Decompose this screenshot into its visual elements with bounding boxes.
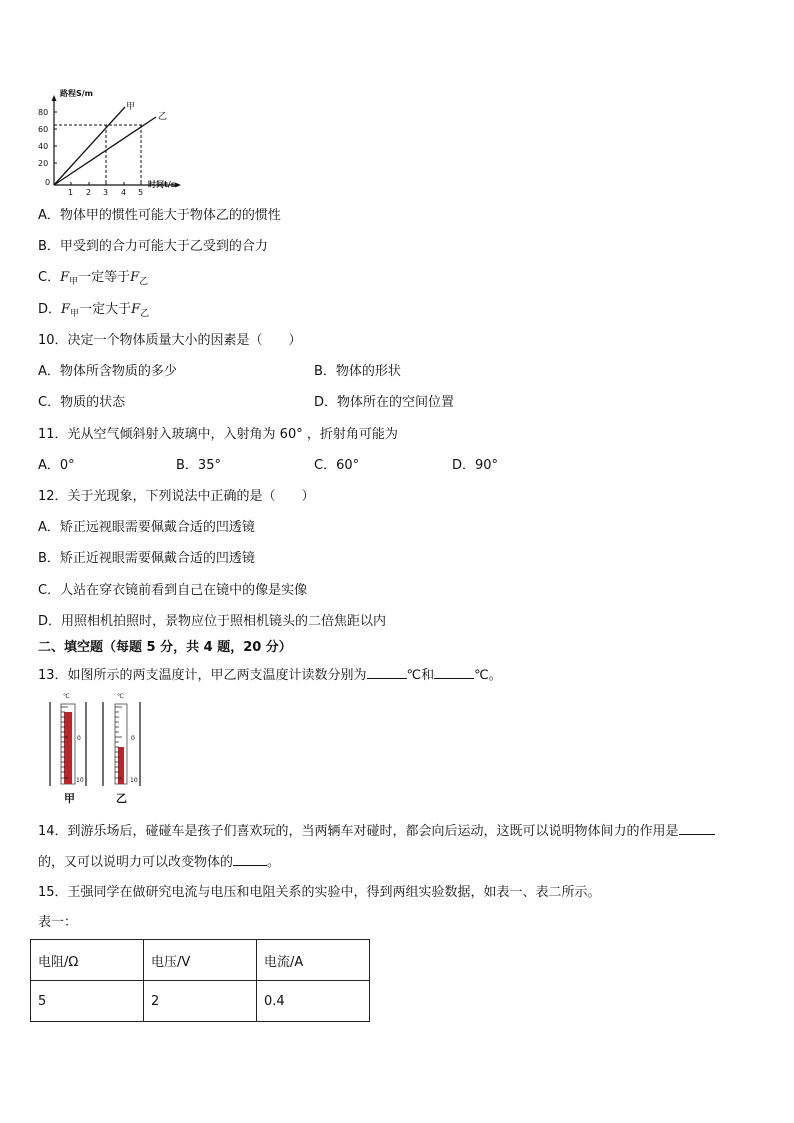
origin-label: 0	[45, 178, 51, 187]
q12-option-b: B．矫正近视眼需要佩戴合适的凹透镜	[38, 551, 255, 566]
svg-text:0: 0	[131, 735, 135, 742]
q9-option-d: D．$F_甲$一定大于$F_乙$	[38, 302, 150, 319]
table-header-cell: 电流/A	[257, 940, 370, 981]
table-row	[31, 981, 370, 1022]
graph-xlabel: 时间t/s	[148, 180, 176, 189]
q10-option-c: C．物质的状态	[38, 395, 126, 410]
svg-text:10: 10	[76, 777, 84, 784]
q14-line1: 14．到游乐场后，碰碰车是孩子们喜欢玩的，当两辆车对碰时，都会向后运动，这既可以说明物体间力的作用是	[38, 822, 715, 841]
q9-option-a: A．物体甲的惯性可能大于物体乙的的惯性	[38, 208, 281, 223]
q15-stem: 15．王强同学在做研究电流与电压和电阻关系的实验中，得到两组实验数据，如表一、表二所示。	[38, 885, 601, 900]
x-tick: 2	[86, 188, 92, 197]
x-tick: 1	[68, 188, 74, 197]
y-tick: 80	[38, 108, 49, 117]
table-header-cell: 电阻/Ω	[31, 940, 144, 981]
q11-option-c: C．60°	[314, 458, 360, 473]
q11-option-b: B．35°	[176, 458, 221, 473]
q10-stem: 10．决定一个物体质量大小的因素是（ ）	[38, 333, 302, 348]
label-yi: 乙	[116, 792, 127, 805]
answer-blank[interactable]	[434, 666, 474, 679]
table-header-cell: 电压/V	[144, 940, 257, 981]
thermometer-jia	[50, 693, 86, 805]
q14-line2: 的，又可以说明力可以改变物体的 。	[38, 855, 281, 870]
q10-option-d: D．物体所在的空间位置	[314, 395, 455, 410]
mercury-column	[64, 712, 72, 784]
table-cell: 5	[31, 981, 144, 1022]
svg-text:℃: ℃	[63, 693, 70, 700]
label-jia: 甲	[64, 792, 75, 805]
svg-text:℃: ℃	[117, 693, 124, 700]
q9-option-b: B．甲受到的合力可能大于乙受到的合力	[38, 239, 268, 254]
q13-stem: 13．如图所示的两支温度计，甲乙两支温度计读数分别为 ℃和 ℃。	[38, 668, 502, 683]
y-tick: 60	[38, 125, 49, 134]
q9-option-c: C．$F_甲$一定等于$F_乙$	[38, 270, 149, 287]
answer-blank[interactable]	[367, 666, 407, 679]
section-heading: 二、填空题（每题 5 分，共 4 题，20 分）	[38, 640, 292, 655]
label-yi: 乙	[158, 112, 168, 122]
q11-stem: 11．光从空气倾斜射入玻璃中，入射角为 60° ，折射角可能为	[38, 427, 398, 442]
q12-option-c: C．人站在穿衣镜前看到自己在镜中的像是实像	[38, 583, 308, 598]
q11-option-a: A．0°	[38, 458, 75, 473]
thermometers-figure	[44, 690, 154, 805]
table-cell: 2	[144, 981, 257, 1022]
x-tick: 5	[138, 188, 144, 197]
q10-option-a: A．物体所含物质的多少	[38, 364, 177, 379]
answer-blank[interactable]	[679, 822, 715, 835]
q10-option-b: B．物体的形状	[314, 364, 401, 379]
table-label: 表一：	[38, 915, 78, 930]
q12-stem: 12．关于光现象，下列说法中正确的是（ ）	[38, 489, 315, 504]
table-cell: 0.4	[257, 981, 370, 1022]
answer-blank[interactable]	[233, 853, 267, 866]
svg-text:10: 10	[130, 777, 138, 784]
data-table-1	[30, 939, 370, 1022]
x-tick: 4	[121, 188, 127, 197]
x-tick: 3	[103, 188, 109, 197]
thermometer-yi	[103, 693, 140, 805]
q11-option-d: D．90°	[452, 458, 499, 473]
mercury-column	[118, 747, 124, 784]
svg-text:0: 0	[77, 735, 81, 742]
line-jia	[54, 107, 125, 185]
q12-option-a: A．矫正远视眼需要佩戴合适的凹透镜	[38, 520, 255, 535]
q12-option-d: D．用照相机拍照时，景物应位于照相机镜头的二倍焦距以内	[38, 614, 387, 629]
distance-time-graph	[32, 85, 192, 197]
y-tick: 20	[38, 159, 49, 168]
table-row	[31, 940, 370, 981]
graph-ylabel: 路程S/m	[60, 89, 94, 98]
y-tick: 40	[38, 142, 49, 151]
label-jia: 甲	[126, 102, 136, 112]
